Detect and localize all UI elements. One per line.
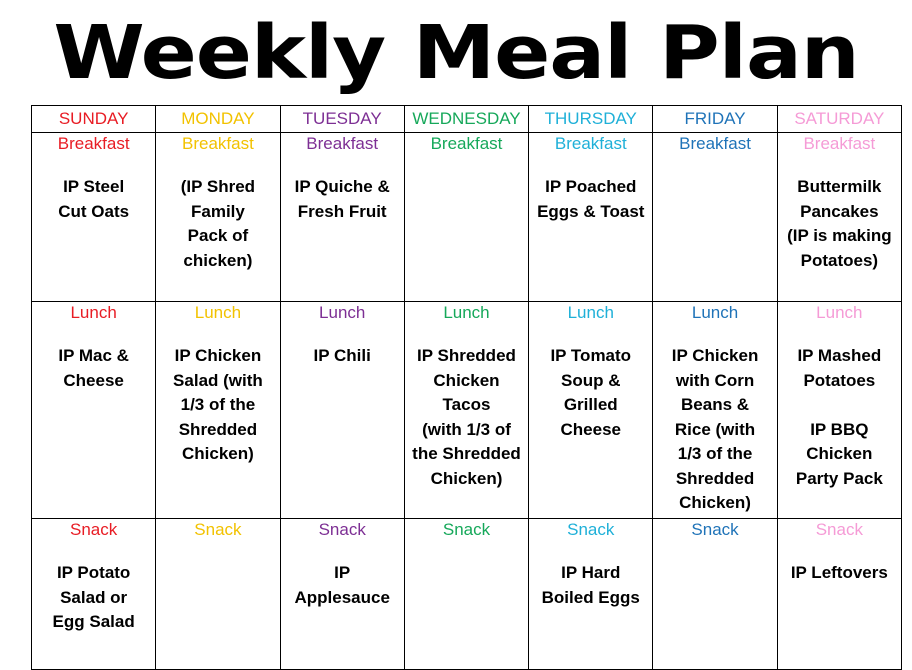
lunch-cell-friday [653,302,777,519]
meal-label: Breakfast [306,134,379,153]
lunch-row [32,302,902,519]
day-header-row [32,106,902,133]
snack-cell-sunday [32,519,156,670]
page-title: Weekly Meal Plan [53,10,859,96]
meal-label: Breakfast [430,134,503,153]
meal-item: IP Tomato Soup & Grilled Cheese [550,346,632,439]
day-header-sunday: SUNDAY [32,106,156,133]
meal-item: IP Poached Eggs & Toast [537,177,645,221]
meal-item: IP Chili [313,346,371,365]
lunch-cell-monday [156,302,280,519]
snack-row [32,519,902,670]
meal-item: IP Mashed Potatoes IP BBQ Chicken Party Pack [795,346,883,488]
lunch-cell-saturday [777,302,901,519]
day-header-tuesday: TUESDAY [280,106,404,133]
meal-label: Lunch [194,303,242,322]
meal-item: IP Shredded Chicken Tacos (with 1/3 of the Shredded Chicken) [412,346,521,488]
meal-label: Snack [815,520,863,539]
lunch-cell-tuesday [280,302,404,519]
meal-item: IP Chicken Salad (with 1/3 of the Shredded Chicken) [173,346,263,463]
meal-plan-table [31,105,902,670]
day-header-saturday: SATURDAY [777,106,901,133]
meal-label: Lunch [70,303,117,322]
day-header-thursday: THURSDAY [529,106,653,133]
lunch-cell-sunday [32,302,156,519]
day-header-friday: FRIDAY [653,106,777,133]
meal-label: Lunch [567,303,614,322]
meal-item: IP Steel Cut Oats [58,177,130,221]
snack-cell-tuesday [280,519,404,670]
lunch-cell-thursday [529,302,653,519]
breakfast-row [32,133,902,302]
meal-label: Breakfast [554,134,627,153]
breakfast-cell-wednesday [404,133,528,302]
snack-cell-saturday [777,519,901,670]
meal-label: Lunch [691,303,739,322]
breakfast-cell-friday [653,133,777,302]
meal-item: IP Leftovers [790,563,888,582]
snack-cell-monday [156,519,280,670]
breakfast-cell-monday [156,133,280,302]
snack-cell-wednesday [404,519,528,670]
meal-item: IP Quiche & Fresh Fruit [294,177,390,221]
meal-label: Lunch [319,303,366,322]
meal-label: Snack [194,520,242,539]
meal-label: Breakfast [803,134,876,153]
meal-item: IP Potato Salad or Egg Salad [52,563,135,631]
snack-cell-thursday [529,519,653,670]
meal-label: Lunch [443,303,490,322]
meal-label: Snack [567,520,615,539]
meal-label: Breakfast [57,134,130,153]
meal-item: IP Mac & Cheese [58,346,129,390]
breakfast-cell-saturday [777,133,901,302]
breakfast-cell-sunday [32,133,156,302]
meal-label: Snack [691,520,739,539]
meal-label: Breakfast [679,134,751,153]
meal-label: Snack [318,520,366,539]
breakfast-cell-thursday [529,133,653,302]
snack-cell-friday [653,519,777,670]
meal-label: Snack [70,520,118,539]
meal-item: (IP Shred Family Pack of chicken) [180,177,256,270]
meal-label: Lunch [816,303,863,322]
lunch-cell-wednesday [404,302,528,519]
meal-item: IP Chicken with Corn Beans & Rice (with 1/3 of the Shredded Chicken) [671,346,759,512]
breakfast-cell-tuesday [280,133,404,302]
day-header-wednesday: WEDNESDAY [404,106,528,133]
day-header-monday: MONDAY [156,106,280,133]
meal-label: Snack [442,520,491,539]
meal-item: IP Applesauce [294,563,390,607]
meal-item: IP Hard Boiled Eggs [541,563,640,607]
meal-label: Breakfast [182,134,254,153]
meal-item: Buttermilk Pancakes (IP is making Potatoes) [787,177,892,270]
